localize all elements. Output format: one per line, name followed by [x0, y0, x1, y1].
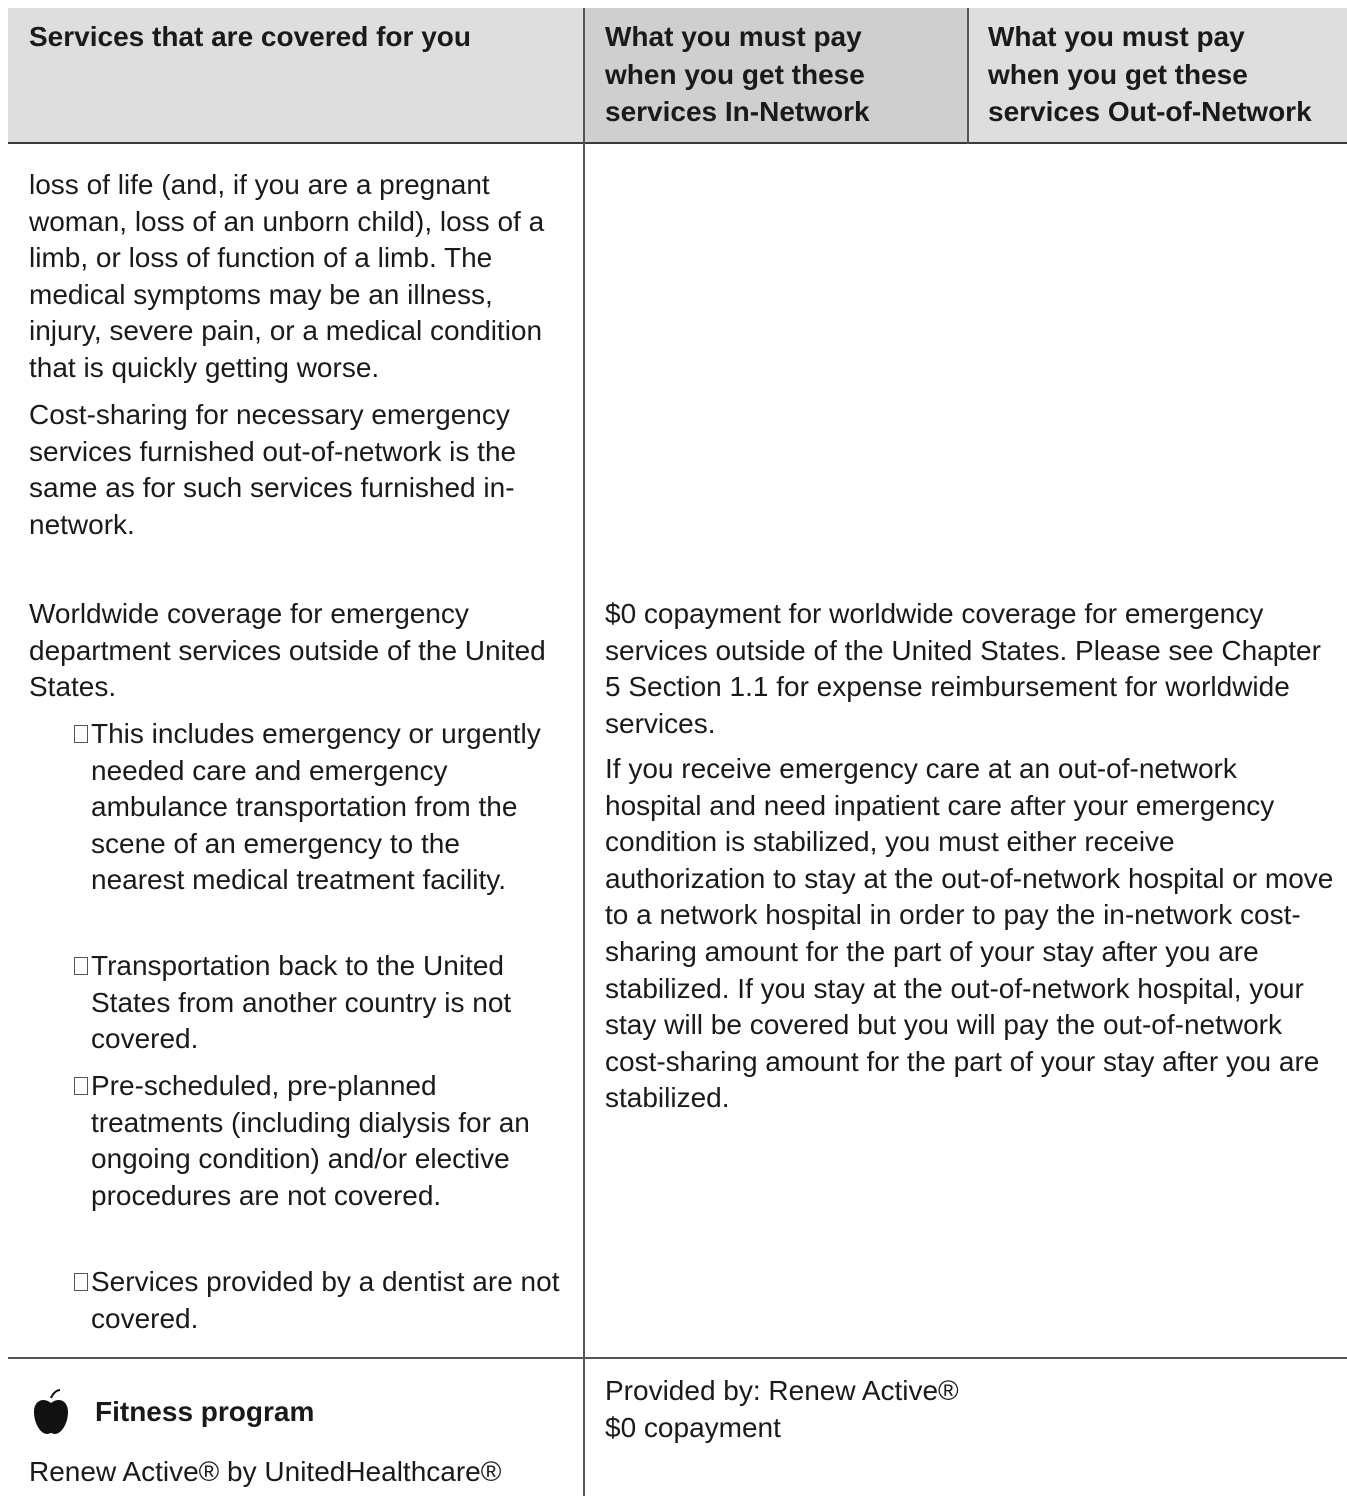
- header-in-network: What you must pay when you get these services In-Network: [605, 21, 870, 127]
- service-intro: Worldwide coverage for emergency department services outside of the United States.: [29, 598, 546, 703]
- header-services-covered: Services that are covered for you: [29, 21, 471, 52]
- list-item: Services provided by a dentist are not covered.: [91, 1264, 561, 1337]
- column-divider-1: [583, 8, 585, 1496]
- row-divider: [8, 1357, 1347, 1359]
- bullet-box-icon: [74, 725, 88, 743]
- list-item: This includes emergency or urgently needed care and emergency ambulance transportation from the scene of an emergency to the nearest medical treatment facility.: [91, 716, 561, 899]
- apple-icon: [32, 1389, 70, 1435]
- bullet-box-icon: [74, 1077, 88, 1095]
- fitness-program-subtitle: Renew Active® by UnitedHealthcare®: [29, 1456, 502, 1487]
- list-item: Transportation back to the United States from another country is not covered.: [91, 948, 561, 1058]
- header-out-of-network: What you must pay when you get these services Out-of-Network: [988, 21, 1312, 127]
- bullet-box-icon: [74, 1273, 88, 1291]
- fitness-provider-line: Provided by: Renew Active®: [605, 1375, 959, 1406]
- cost-paragraph: $0 copayment for worldwide coverage for emergency services outside of the United States. Please see Chapter 5 Section 1.1 for expense reimbursement for worldwide services.: [605, 598, 1321, 739]
- bullet-box-icon: [74, 957, 88, 975]
- service-paragraph: Cost-sharing for necessary emergency services furnished out-of-network is the same as for such services furnished in-network.: [29, 399, 517, 540]
- fitness-copayment-line: $0 copayment: [605, 1412, 781, 1443]
- cost-paragraph: If you receive emergency care at an out-of-network hospital and need inpatient care after your emergency condition is stabilized, you must either receive authorization to stay at the out-of-network hospital or move to a network hospital in order to pay the in-network cost-sharing amount for the part of your stay after you are stabilized. If you stay at the out-of-network hospital, your stay will be covered but you will pay the out-of-network cost-sharing amount for the part of your stay after you are stabilized.: [605, 753, 1334, 1114]
- list-item: Pre-scheduled, pre-planned treatments (including dialysis for an ongoing condition) and/or elective procedures are not covered.: [91, 1068, 561, 1214]
- service-paragraph: loss of life (and, if you are a pregnant woman, loss of an unborn child), loss of a limb, or loss of function of a limb. The medical symptoms may be an illness, injury, severe pain, or a medical condition that is quickly getting worse.: [29, 169, 545, 383]
- fitness-program-title: Fitness program: [95, 1396, 315, 1427]
- column-divider-2: [967, 8, 969, 144]
